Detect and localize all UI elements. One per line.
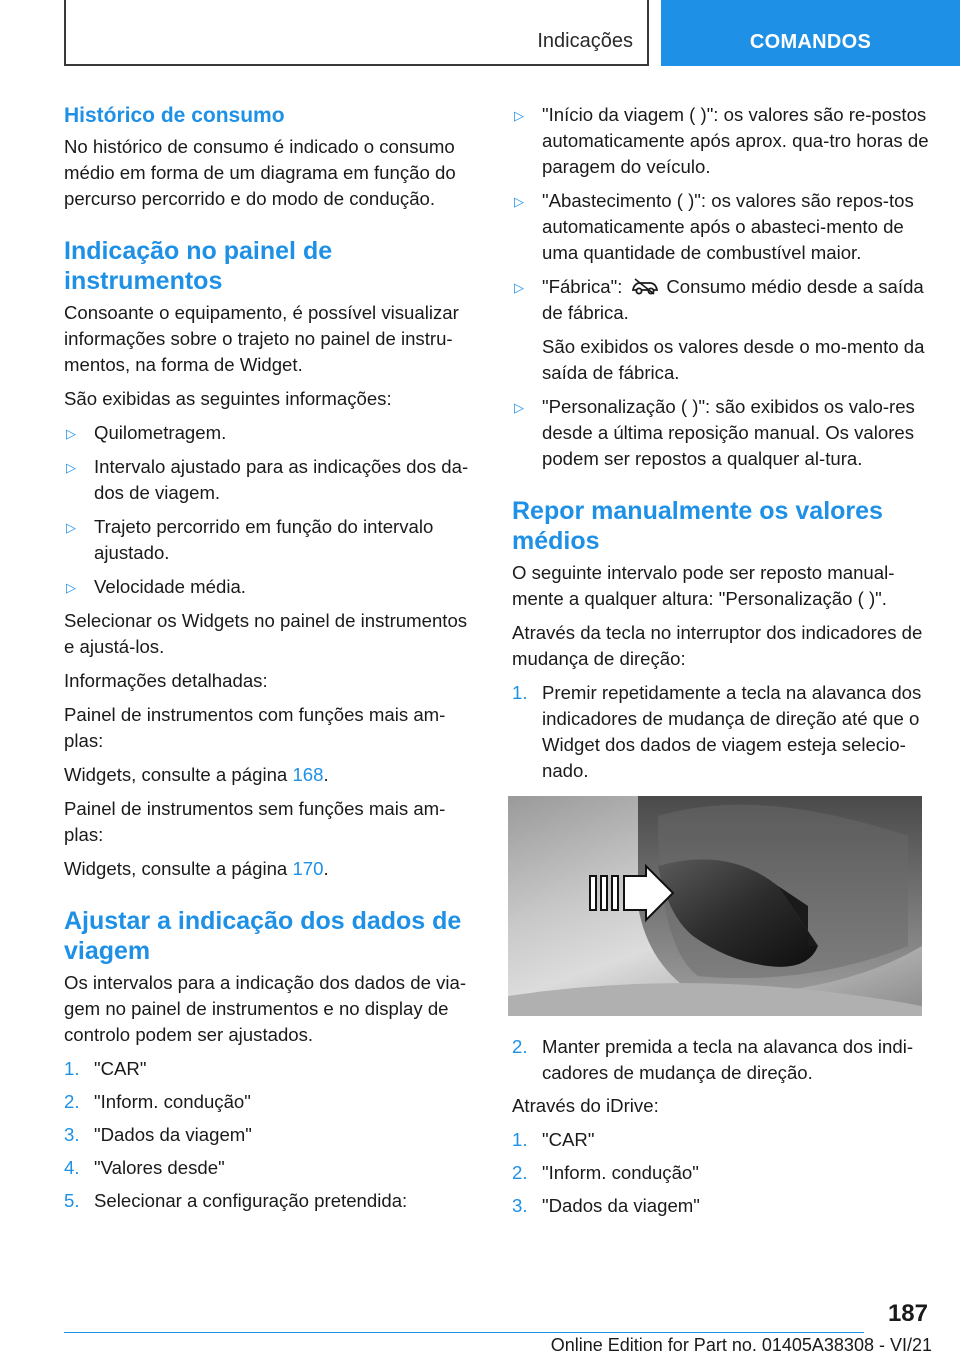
triangle-right-icon: ▷ (66, 580, 76, 595)
step-item: 1. "CAR" (512, 1129, 595, 1150)
step-item: 2. Manter premida a tecla na alavanca dos indi-cadores de mudança de direção. (512, 1036, 914, 1083)
chapter-tab (661, 0, 960, 66)
step-item: 1. Premir repetidamente a tecla na alavanca dos indicadores de mudança de direção até que o Widget dos dados de viagem esteja selecio-nado. (512, 682, 922, 781)
triangle-right-icon: ▷ (66, 460, 76, 475)
option-item: ▷ "Personalização ( )": são exibidos os valo-res desde a última reposição manual. Os valores podem ser repostos a qualquer al-tura. (514, 396, 915, 469)
step-item: 2. "Inform. condução" (512, 1162, 699, 1183)
fabrica-note: São exibidos os valores desde o mo-mento da saída de fábrica. (542, 336, 925, 383)
triangle-right-icon: ▷ (514, 108, 524, 123)
paragraph-info: Informações detalhadas: (64, 670, 268, 691)
triangle-right-icon: ▷ (66, 520, 76, 535)
step-item: 5. Selecionar a configuração pretendida: (64, 1190, 408, 1211)
paragraph-mais-amplas: Painel de instrumentos com funções mais am-plas: (64, 704, 446, 751)
list-item: ▷ Quilometragem. (64, 420, 482, 446)
step-item: 3. "Dados da viagem" (512, 1195, 700, 1216)
page-link-168[interactable]: 168 (292, 764, 324, 785)
paragraph-historico: No histórico de consumo é indicado o consumo médio em forma de um diagrama em função do percurso percorrido e do modo de condução. (64, 136, 456, 209)
turn-signal-lever-photo (508, 796, 922, 1016)
header-box (64, 0, 649, 66)
heading-repor: Repor manualmente os valores médios (512, 497, 883, 555)
widgets-reference-a: Widgets, consulte a página 168. (64, 764, 329, 785)
option-item-fabrica: ▷ "Fábrica": Consumo médio desde a saída de fábrica. (514, 276, 924, 323)
heading-historico: Histórico de consumo (64, 104, 285, 127)
triangle-right-icon: ▷ (514, 194, 524, 209)
paragraph-ajustar: Os intervalos para a indicação dos dados de via-gem no painel de instrumentos e no display de controlo podem ser ajustados. (64, 972, 467, 1045)
left-column (64, 102, 482, 1221)
triangle-right-icon: ▷ (514, 400, 524, 415)
list-item: ▷ Intervalo ajustado para as indicações dos da-dos de viagem. (66, 456, 469, 503)
footer-divider (64, 1332, 864, 1333)
step-item: 4. "Valores desde" (64, 1157, 225, 1178)
triangle-right-icon: ▷ (514, 280, 524, 295)
option-item: ▷ "Abastecimento ( )": os valores são repos-tos automaticamente após o abasteci-mento de uma quantidade de combustível maior. (514, 190, 914, 263)
page-link-170[interactable]: 170 (292, 858, 324, 879)
paragraph-exibidas: São exibidas as seguintes informações: (64, 388, 392, 409)
heading-ajustar: Ajustar a indicação dos dados de viagem (64, 907, 462, 965)
step-item: 3. "Dados da viagem" (64, 1124, 252, 1145)
car-consumption-icon (630, 276, 660, 296)
heading-painel: Indicação no painel de instrumentos (64, 237, 333, 295)
paragraph-repor: O seguinte intervalo pode ser reposto manual-mente a qualquer altura: "Personalização ( )". (512, 562, 895, 609)
list-item: ▷ Velocidade média. (64, 574, 482, 600)
step-item: 2. "Inform. condução" (64, 1091, 251, 1112)
triangle-right-icon: ▷ (66, 426, 76, 441)
right-column (512, 102, 932, 1226)
footer-edition: Online Edition for Part no. 01405A38308 - VI/21 (550, 1335, 932, 1355)
paragraph-tecla: Através da tecla no interruptor dos indicadores de mudança de direção: (512, 622, 923, 669)
lever-illustration (508, 796, 922, 1016)
chapter-title: COMANDOS (749, 31, 872, 53)
step-item: 1. "CAR" (64, 1058, 147, 1079)
paragraph-idrive: Através do iDrive: (512, 1095, 659, 1116)
paragraph-selecionar: Selecionar os Widgets no painel de instrumentos e ajustá-los. (64, 610, 468, 657)
option-item: ▷ "Início da viagem ( )": os valores são re-postos automaticamente após aprox. qua-tro horas de paragem do veículo. (514, 104, 929, 177)
widgets-reference-b: Widgets, consulte a página 170. (64, 858, 329, 879)
paragraph-sem-amplas: Painel de instrumentos sem funções mais am-plas: (64, 798, 446, 845)
page-number: 187 (887, 1300, 928, 1327)
list-item: ▷ Trajeto percorrido em função do intervalo ajustado. (66, 516, 434, 563)
paragraph-painel: Consoante o equipamento, é possível visualizar informações sobre o trajeto no painel de instru-mentos, na forma de Widget. (64, 302, 459, 375)
section-title: Indicações (537, 30, 633, 52)
